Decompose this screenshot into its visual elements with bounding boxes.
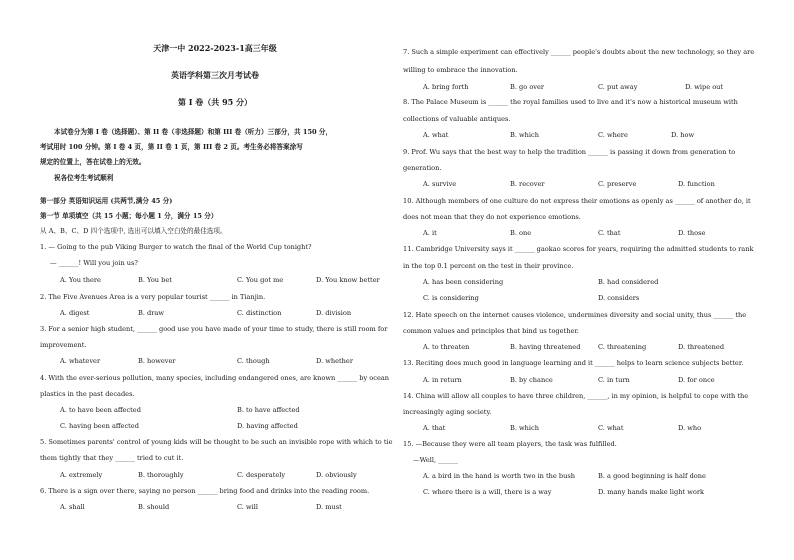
question-6-line-1: 6. There is a sign over there, saying no person ______ bring food and drinks into the reading room. (40, 487, 370, 495)
intro-line-3: 规定的位置上，答在试卷上的无效。 (40, 158, 146, 166)
q11-option-a[interactable]: A. has been considering (423, 278, 504, 286)
q15-option-c[interactable]: C. where there is a will, there is a way (423, 488, 552, 496)
q10-option-c[interactable]: C. that (598, 229, 621, 237)
q13-option-d[interactable]: D. for once (678, 376, 715, 384)
question-7-line-2: willing to embrace the innovation. (403, 66, 518, 74)
q5-option-b[interactable]: B. thoroughly (138, 471, 184, 479)
q12-option-a[interactable]: A. to threaten (423, 343, 470, 351)
q10-option-d[interactable]: D. those (678, 229, 706, 237)
question-12-line-2: common values and principles that bind us together. (403, 327, 579, 335)
volume-title: 第 I 卷（共 95 分） (177, 97, 252, 107)
q6-option-c[interactable]: C. will (237, 503, 258, 511)
q12-option-b[interactable]: B. having threatened (510, 343, 581, 351)
question-4-line-2: plastics in the past decades. (40, 390, 135, 398)
question-10-line-2: does not mean that they do not experience emotions. (403, 213, 581, 221)
question-8-line-1: 8. The Palace Museum is ______ the royal families used to live and it's now a historical museum with (403, 98, 738, 106)
q4-option-b[interactable]: B. to have affected (237, 406, 300, 414)
q12-option-d[interactable]: D. threatened (678, 343, 725, 351)
q9-option-a[interactable]: A. survive (423, 180, 457, 188)
question-11-line-1: 11. Cambridge University says it ______ gaokao scores for years, requiring the admitted students to rank (403, 245, 754, 253)
q10-option-a[interactable]: A. it (423, 229, 437, 237)
q14-option-d[interactable]: D. who (678, 424, 702, 432)
intro-line-2: 考试用时 100 分钟。第 I 卷 4 页，第 II 卷 1 页，第 III 卷 2 页。考生务必将答案涂写 (40, 143, 303, 151)
q8-option-b[interactable]: B. which (510, 131, 539, 139)
q13-option-a[interactable]: A. in return (423, 376, 462, 384)
q3-option-b[interactable]: B. however (138, 357, 176, 365)
q7-option-c[interactable]: C. put away (598, 83, 638, 91)
q14-option-b[interactable]: B. which (510, 424, 539, 432)
q5-option-c[interactable]: C. desperately (237, 471, 286, 479)
part1-heading: 第一部分 英语知识运用 (共两节,满分 45 分) (40, 197, 173, 205)
q15-option-a[interactable]: A. a bird in the hand is worth two in the bush (423, 472, 576, 480)
q3-option-d[interactable]: D. whether (316, 357, 353, 365)
q6-option-b[interactable]: B. should (138, 503, 170, 511)
q6-option-a[interactable]: A. shall (60, 503, 85, 511)
question-9-line-2: generation. (403, 164, 442, 172)
q1-option-b[interactable]: B. You bet (138, 276, 172, 284)
question-3-line-2: improvement. (40, 341, 87, 349)
q14-option-c[interactable]: C. what (598, 424, 624, 432)
q8-option-d[interactable]: D. how (671, 131, 695, 139)
q2-option-b[interactable]: B. draw (138, 309, 164, 317)
question-5-line-1: 5. Sometimes parents' control of young kids will be thought to be such an invisible rope with which to tie (40, 438, 393, 446)
question-15-line-1: 15. —Because they were all team players, the task was fulfilled. (403, 440, 617, 448)
question-13-line-1: 13. Reciting does much good in language learning and it ______ helps to learn science subjects better. (403, 359, 744, 367)
q1-option-d[interactable]: D. You know better (316, 276, 380, 284)
exam-subtitle: 英语学科第三次月考试卷 (171, 70, 259, 80)
q1-option-a[interactable]: A. You there (60, 276, 101, 284)
question-15-line-2: —Well, ______ (413, 456, 458, 464)
question-2-line-1: 2. The Five Avenues Area is a very popular tourist ______ in Tianjin. (40, 293, 266, 301)
q2-option-c[interactable]: C. distinction (237, 309, 282, 317)
question-11-line-2: in the top 0.1 percent on the test in their province. (403, 262, 574, 270)
question-12-line-1: 12. Hate speech on the internet causes violence, undermines diversity and social unity, thus ______ the (403, 311, 747, 319)
q7-option-b[interactable]: B. go over (510, 83, 545, 91)
question-1-line-2: — ______! Will you join us? (50, 259, 138, 267)
section1-heading: 第一节 单项填空（共 15 小题；每小题 1 分，满分 15 分） (40, 212, 218, 220)
q8-option-c[interactable]: C. where (598, 131, 628, 139)
q9-option-c[interactable]: C. preserve (598, 180, 637, 188)
q9-option-b[interactable]: B. recover (510, 180, 545, 188)
q13-option-b[interactable]: B. by chance (510, 376, 553, 384)
question-7-line-1: 7. Such a simple experiment can effectively ______ people's doubts about the new technology, so they are (403, 48, 755, 56)
q13-option-c[interactable]: C. in turn (598, 376, 630, 384)
q2-option-a[interactable]: A. digest (60, 309, 90, 317)
q7-option-a[interactable]: A. bring forth (423, 83, 469, 91)
q10-option-b[interactable]: B. one (510, 229, 532, 237)
q3-option-c[interactable]: C. though (237, 357, 270, 365)
question-8-line-2: collections of valuable antiques. (403, 115, 511, 123)
q6-option-d[interactable]: D. must (316, 503, 342, 511)
q8-option-a[interactable]: A. what (423, 131, 449, 139)
question-3-line-1: 3. For a senior high student, ______ good use you have made of your time to study, there is still room for (40, 325, 388, 333)
q12-option-c[interactable]: C. threatening (598, 343, 647, 351)
q11-option-d[interactable]: D. considers (598, 294, 640, 302)
intro-line-1: 本试卷分为第 I 卷（选择题）、第 II 卷（非选择题）和第 III 卷（听力）三部分，共 150 分， (54, 128, 333, 136)
q11-option-b[interactable]: B. had considered (598, 278, 659, 286)
q11-option-c[interactable]: C. is considering (423, 294, 479, 302)
question-1-line-1: 1. — Going to the pub Viking Burger to watch the final of the World Cup tonight? (40, 243, 312, 251)
q2-option-d[interactable]: D. division (316, 309, 352, 317)
q14-option-a[interactable]: A. that (423, 424, 446, 432)
question-10-line-1: 10. Although members of one culture do not express their emotions as openly as ______ of another do, it (403, 197, 751, 205)
q4-option-d[interactable]: D. having affected (237, 422, 298, 430)
q1-option-c[interactable]: C. You got me (237, 276, 284, 284)
question-5-line-2: them tightly that they ______ tried to cut it. (40, 454, 184, 462)
exam-title: 天津一中 2022-2023-1高三年级 (153, 43, 277, 53)
question-4-line-1: 4. With the ever-serious pollution, many species, including endangered ones, are known ______ by ocean (40, 374, 390, 382)
q5-option-a[interactable]: A. extremely (60, 471, 103, 479)
q7-option-d[interactable]: D. wipe out (685, 83, 724, 91)
q15-option-d[interactable]: D. many hands make light work (598, 488, 704, 496)
q9-option-d[interactable]: D. function (678, 180, 715, 188)
q15-option-b[interactable]: B. a good beginning is half done (598, 472, 706, 480)
q4-option-a[interactable]: A. to have been affected (60, 406, 141, 414)
section1-instruction: 从 A、B、C、D 四个选项中, 选出可以填入空白处的最佳选项。 (40, 227, 227, 235)
question-14-line-1: 14. China will allow all couples to have three children, ______, in my opinion, is helpful to cope with the (403, 392, 749, 400)
q4-option-c[interactable]: C. having been affected (60, 422, 139, 430)
question-14-line-2: increasingly aging society. (403, 408, 492, 416)
q5-option-d[interactable]: D. obviously (316, 471, 357, 479)
question-9-line-1: 9. Prof. Wu says that the best way to help the tradition ______ is passing it down from generation to (403, 148, 736, 156)
intro-line-4: 祝各位考生考试顺利 (54, 174, 114, 182)
q3-option-a[interactable]: A. whatever (60, 357, 101, 365)
